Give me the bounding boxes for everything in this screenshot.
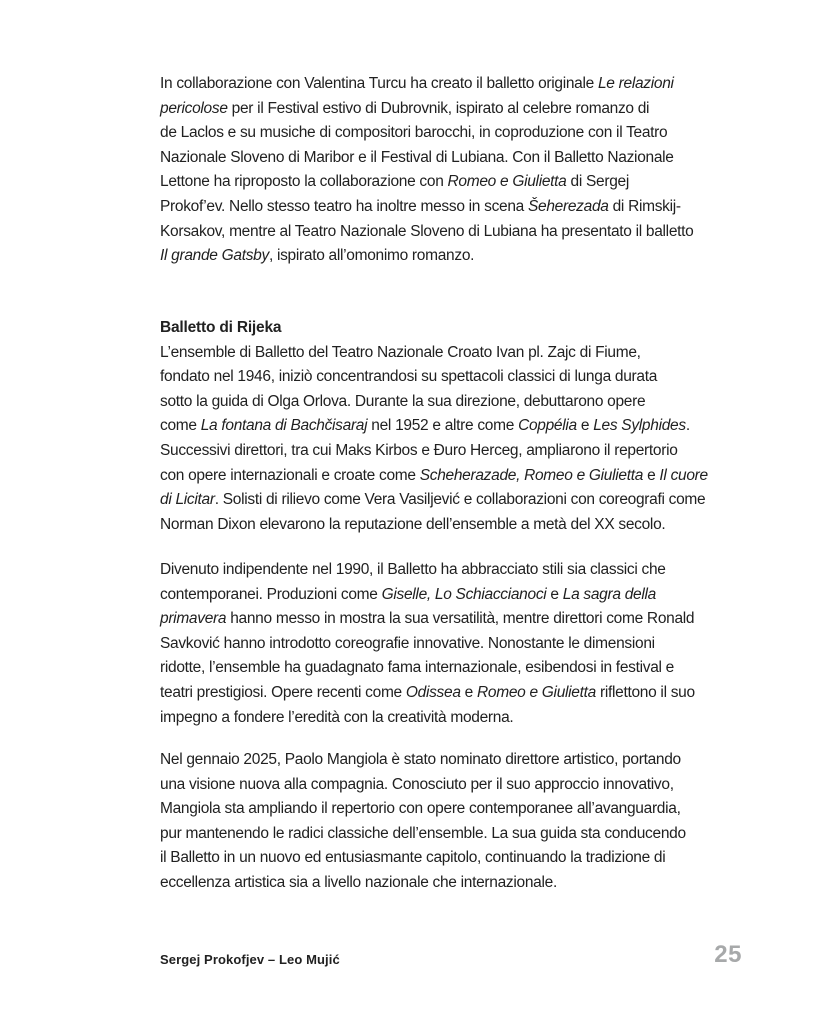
text-line bbox=[160, 146, 693, 171]
work-title-italic: Il grande Gatsby bbox=[160, 247, 269, 265]
text-line bbox=[160, 632, 695, 657]
text-segment: il Balletto in un nuovo ed entusiasmante capitolo, continuando la tradizione di bbox=[160, 849, 666, 867]
work-title-italic: Il cuore bbox=[659, 466, 708, 484]
text-line bbox=[160, 706, 695, 731]
text-segment: teatri prestigiosi. Opere recenti come bbox=[160, 683, 406, 701]
work-title-italic: Romeo e Giulietta bbox=[447, 173, 567, 191]
text-line bbox=[160, 773, 686, 798]
text-line bbox=[160, 681, 695, 706]
text-line bbox=[160, 390, 708, 415]
text-segment: contemporanei. Produzioni come bbox=[160, 585, 382, 603]
text-line bbox=[160, 220, 693, 245]
paragraph-rijeka-history bbox=[160, 341, 708, 538]
footer-credit: Sergej Prokofjev – Leo Mujić bbox=[160, 952, 340, 967]
work-title-italic: Odissea bbox=[405, 683, 461, 701]
text-line bbox=[160, 195, 693, 220]
text-segment: e bbox=[643, 466, 660, 484]
text-line bbox=[160, 871, 686, 896]
text-segment: Lettone ha riproposto la collaborazione con bbox=[160, 173, 448, 191]
text-line bbox=[160, 97, 693, 122]
section-rijeka bbox=[160, 316, 708, 537]
text-segment: Nazionale Sloveno di Maribor e il Festival di Lubiana. Con il Balletto Nazionale bbox=[160, 148, 674, 166]
text-line bbox=[160, 244, 693, 269]
text-segment: nel 1952 e altre come bbox=[367, 417, 519, 435]
work-title-italic: Les Sylphides bbox=[593, 417, 686, 435]
text-line bbox=[160, 439, 708, 464]
work-title-italic: Šeherezada bbox=[528, 197, 609, 215]
text-line bbox=[160, 513, 708, 538]
text-segment: per il Festival estivo di Dubrovnik, ispirato al celebre romanzo di bbox=[227, 99, 650, 117]
text-segment: de Laclos e su musiche di compositori barocchi, in coproduzione con il Teatro bbox=[160, 124, 668, 142]
text-segment: Mangiola sta ampliando il repertorio con opere contemporanee all’avanguardia, bbox=[160, 800, 681, 818]
text-segment: Prokof’ev. Nello stesso teatro ha inoltre messo in scena bbox=[160, 197, 528, 215]
text-segment: con opere internazionali e croate come bbox=[160, 466, 420, 484]
text-line bbox=[160, 558, 695, 583]
page-number: 25 bbox=[714, 941, 742, 968]
text-line bbox=[160, 414, 708, 439]
text-segment: riflettono il suo bbox=[595, 683, 695, 701]
text-line bbox=[160, 797, 686, 822]
work-title-italic: La fontana di Bachčisaraj bbox=[200, 417, 368, 435]
text-line bbox=[160, 846, 686, 871]
text-segment: e bbox=[460, 683, 477, 701]
work-title-italic: di Licitar bbox=[160, 491, 215, 509]
text-segment: . bbox=[685, 417, 690, 435]
text-segment: Successivi direttori, tra cui Maks Kirbos e Đuro Herceg, ampliarono il repertorio bbox=[160, 441, 678, 459]
text-segment: di Sergej bbox=[566, 173, 629, 191]
work-title-italic: primavera bbox=[160, 610, 227, 628]
text-segment: fondato nel 1946, iniziò concentrandosi su spettacoli classici di lunga durata bbox=[160, 368, 658, 386]
text-line bbox=[160, 72, 693, 97]
text-segment: pur mantenendo le radici classiche dell’ensemble. La sua guida sta conducendo bbox=[160, 824, 686, 842]
text-line bbox=[160, 748, 686, 773]
section-heading: Balletto di Rijeka bbox=[160, 319, 282, 336]
text-segment: e bbox=[546, 585, 563, 603]
work-title-italic: Giselle, Lo Schiaccianoci bbox=[381, 585, 547, 603]
text-line bbox=[160, 341, 708, 366]
text-line bbox=[160, 488, 708, 513]
text-line bbox=[160, 121, 693, 146]
text-segment: Korsakov, mentre al Teatro Nazionale Sloveno di Lubiana ha presentato il balletto bbox=[160, 222, 694, 240]
text-line bbox=[160, 656, 695, 681]
text-segment: Norman Dixon elevarono la reputazione dell’ensemble a metà del XX secolo. bbox=[160, 515, 666, 533]
text-segment: impegno a fondere l’eredità con la creatività moderna. bbox=[160, 708, 514, 726]
text-segment: , ispirato all’omonimo romanzo. bbox=[268, 247, 475, 265]
text-line bbox=[160, 464, 708, 489]
text-segment: ridotte, l’ensemble ha guadagnato fama internazionale, esibendosi in festival e bbox=[160, 659, 674, 677]
text-segment: L’ensemble di Balletto del Teatro Nazionale Croato Ivan pl. Zajc di Fiume, bbox=[160, 343, 641, 361]
paragraph-collaborations bbox=[160, 72, 693, 269]
text-segment: e bbox=[576, 417, 594, 435]
text-segment: di Rimskij- bbox=[608, 197, 681, 215]
text-line bbox=[160, 170, 693, 195]
text-segment: sotto la guida di Olga Orlova. Durante la sua direzione, debuttarono opere bbox=[160, 392, 646, 410]
text-segment: Divenuto indipendente nel 1990, il Balletto ha abbracciato stili sia classici che bbox=[160, 561, 666, 578]
work-title-italic: Le relazioni bbox=[597, 75, 674, 92]
text-line bbox=[160, 583, 695, 608]
text-segment: Nel gennaio 2025, Paolo Mangiola è stato nominato direttore artistico, portando bbox=[160, 751, 681, 768]
work-title-italic: La sagra della bbox=[562, 585, 656, 603]
paragraph-independence bbox=[160, 558, 695, 730]
text-segment: come bbox=[160, 417, 201, 435]
paragraph-direction-2025 bbox=[160, 748, 686, 896]
work-title-italic: pericolose bbox=[160, 99, 228, 117]
text-line bbox=[160, 607, 695, 632]
text-line bbox=[160, 822, 686, 847]
work-title-italic: Coppélia bbox=[518, 417, 577, 435]
text-segment: . Solisti di rilievo come Vera Vasiljević e collaborazioni con coreografi come bbox=[214, 491, 706, 509]
text-segment: eccellenza artistica sia a livello nazionale che internazionale. bbox=[160, 873, 557, 891]
work-title-italic: Scheherazade, Romeo e Giulietta bbox=[419, 466, 644, 484]
text-segment: una visione nuova alla compagnia. Conosciuto per il suo approccio innovativo, bbox=[160, 775, 674, 793]
text-segment: In collaborazione con Valentina Turcu ha creato il balletto originale bbox=[160, 75, 598, 92]
text-segment: hanno messo in mostra la sua versatilità, mentre direttori come Ronald bbox=[226, 610, 695, 628]
text-line bbox=[160, 365, 708, 390]
work-title-italic: Romeo e Giulietta bbox=[477, 683, 596, 701]
text-segment: Savković hanno introdotto coreografie innovative. Nonostante le dimensioni bbox=[160, 634, 655, 652]
